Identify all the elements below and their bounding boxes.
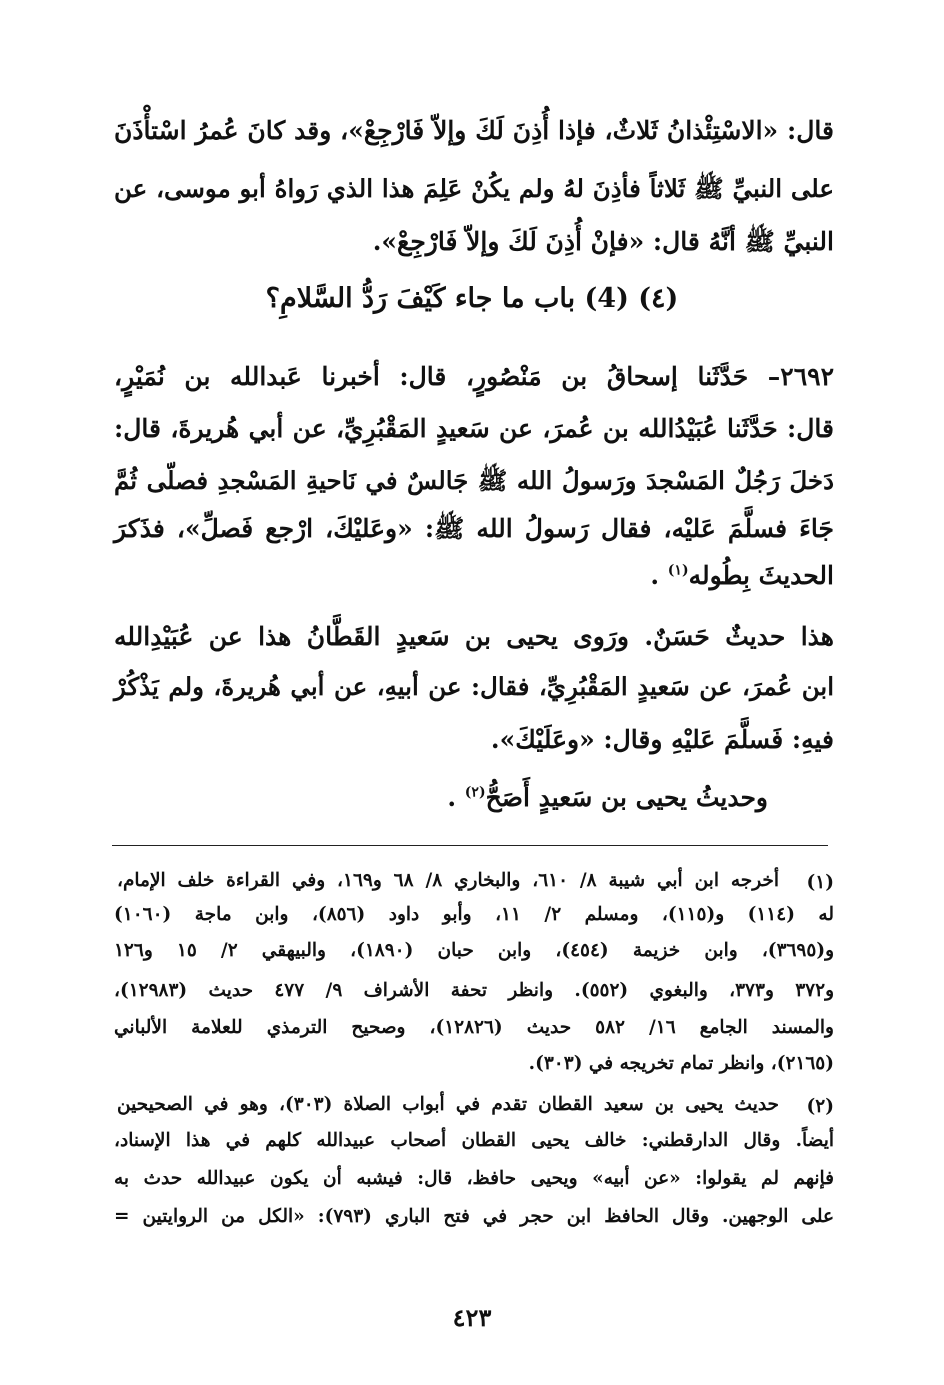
footnote-1-line-2: له (١١٤) و(١١٥)، ومسلم ٢/ ١١، وأبو داود (٨٥٦)، وابن ماجة (١٠٦٠) (114, 904, 834, 925)
footnote-separator (112, 845, 828, 846)
hadith-line-3: دَخلَ رَجُلٌ المَسْجدَ ورَسولُ الله ﷺ جَالسٌ في نَاحيةِ المَسْجدِ فصلّى ثُمَّ (114, 466, 834, 495)
footnote-1-number: (١) (806, 872, 834, 893)
footnote-2-line-2: أيضاً. وقال الدارقطني: خالف يحيى القطان أصحاب عبيدالله كلهم في هذا الإسناد، (114, 1130, 834, 1151)
chapter-title: (٤) (4) باب ما جاء كَيْفَ رَدُّ السَّلامِ؟ (265, 283, 679, 314)
footnote-1-line-1: أخرجه ابن أبي شيبة ٨/ ٦١٠، والبخاري ٨/ ٦٨ و١٦٩، وفي القراءة خلف الإمام، (117, 870, 780, 891)
footnote-2-number: (٢) (806, 1096, 834, 1117)
closing-text: وحديثُ يحيى بن سَعيدٍ أَصَحُّ (485, 783, 768, 812)
hadith-line-1: ٢٦٩٢– حَدَّثَنا إسحاقُ بن مَنْصُورٍ، قال: أخبرنا عَبدالله بن نُمَيْرٍ، (114, 362, 834, 391)
hadith-last-text: الحديثَ بِطُوله (688, 561, 834, 590)
footnote-2-line-4: على الوجهين. وقال الحافظ ابن حجر في فتح الباري (٧٩٣): «الكل من الروايتين = (114, 1206, 834, 1227)
hadith-line-4: جَاءَ فسلَّمَ عَليْه، فقال رَسولُ الله ﷺ: «وعَليْكَ، ارْجع فَصلِّ»، فذَكرَ (114, 514, 834, 543)
hadith-line-5: الحديثَ بِطُوله$^{(١)}$ . (650, 561, 834, 590)
footnote-2-line-3: فإنهم لم يقولوا: «عن أبيه» ويحيى حافظ، قال: فيشبه أن يكون عبيدالله حدث به (114, 1168, 834, 1189)
intro-line-3: النبيِّ ﷺ أنَّهُ قال: «فإنْ أُذِنَ لَكَ وإلاّ فَارْجِعْ». (372, 227, 834, 256)
intro-line-2: على النبيِّ ﷺ ثَلاثاً فأذِنَ لهُ ولم يكُنْ عَلِمَ هذا الذي رَواهُ أبو موسى، عن (114, 174, 834, 203)
footnote-1-line-3: و(٣٦٩٥)، وابن خزيمة (٤٥٤)، وابن حبان (١٨٩٠)، والبيهقي ٢/ ١٥ و١٢٦ (114, 940, 834, 961)
footnote-1-line-6: (٢١٦٥)، وانظر تمام تخريجه في (٣٠٣). (528, 1053, 834, 1074)
intro-line-1: قال: «الاسْتِئْذانُ ثَلاثٌ، فإذا أُذِنَ لَكَ وإلاّ فَارْجِعْ»، وقد كانَ عُمرُ اسْتأْذَنَ (114, 116, 834, 145)
footnote-1-line-4: و٣٧٢ و٣٧٣، والبغوي (٥٥٢). وانظر تحفة الأشراف ٩/ ٤٧٧ حديث (١٢٩٨٣)، (114, 980, 834, 1001)
footnote-ref-2[interactable]: (٢) (464, 784, 486, 801)
commentary-closing: وحديثُ يحيى بن سَعيدٍ أَصَحُّ$^{(٢)}$ . (447, 783, 768, 812)
footnote-2-line-1: حديث يحيى بن سعيد القطان تقدم في أبواب الصلاة (٣٠٣)، وهو في الصحيحين (117, 1094, 779, 1115)
footnote-1-line-5: والمسند الجامع ١٦/ ٥٨٢ حديث (١٢٨٢٦)، وصحيح الترمذي للعلامة الألباني (114, 1017, 834, 1038)
commentary-line-3: فيهِ: فَسلَّمَ عَليْهِ وقال: «وعَلَيْكَ». (490, 725, 834, 754)
hadith-line-2: قال: حَدَّثَنا عُبَيْدُالله بن عُمرَ، عن سَعيدٍ المَقْبُرِيِّ، عن أبي هُريرةَ، قال: (114, 414, 834, 443)
commentary-line-2: ابن عُمرَ، عن سَعيدٍ المَقْبُرِيِّ، فقال: عن أبيهِ، عن أبي هُريرةَ، ولم يَذْكُرْ (114, 672, 834, 701)
footnote-ref-1[interactable]: (١) (667, 562, 689, 579)
commentary-line-1: هذا حديثٌ حَسَنٌ. ورَوى يحيى بن سَعيدٍ القَطَّانُ هذا عن عُبَيْدِالله (114, 622, 834, 651)
page-number: ٤٢٣ (452, 1303, 492, 1332)
